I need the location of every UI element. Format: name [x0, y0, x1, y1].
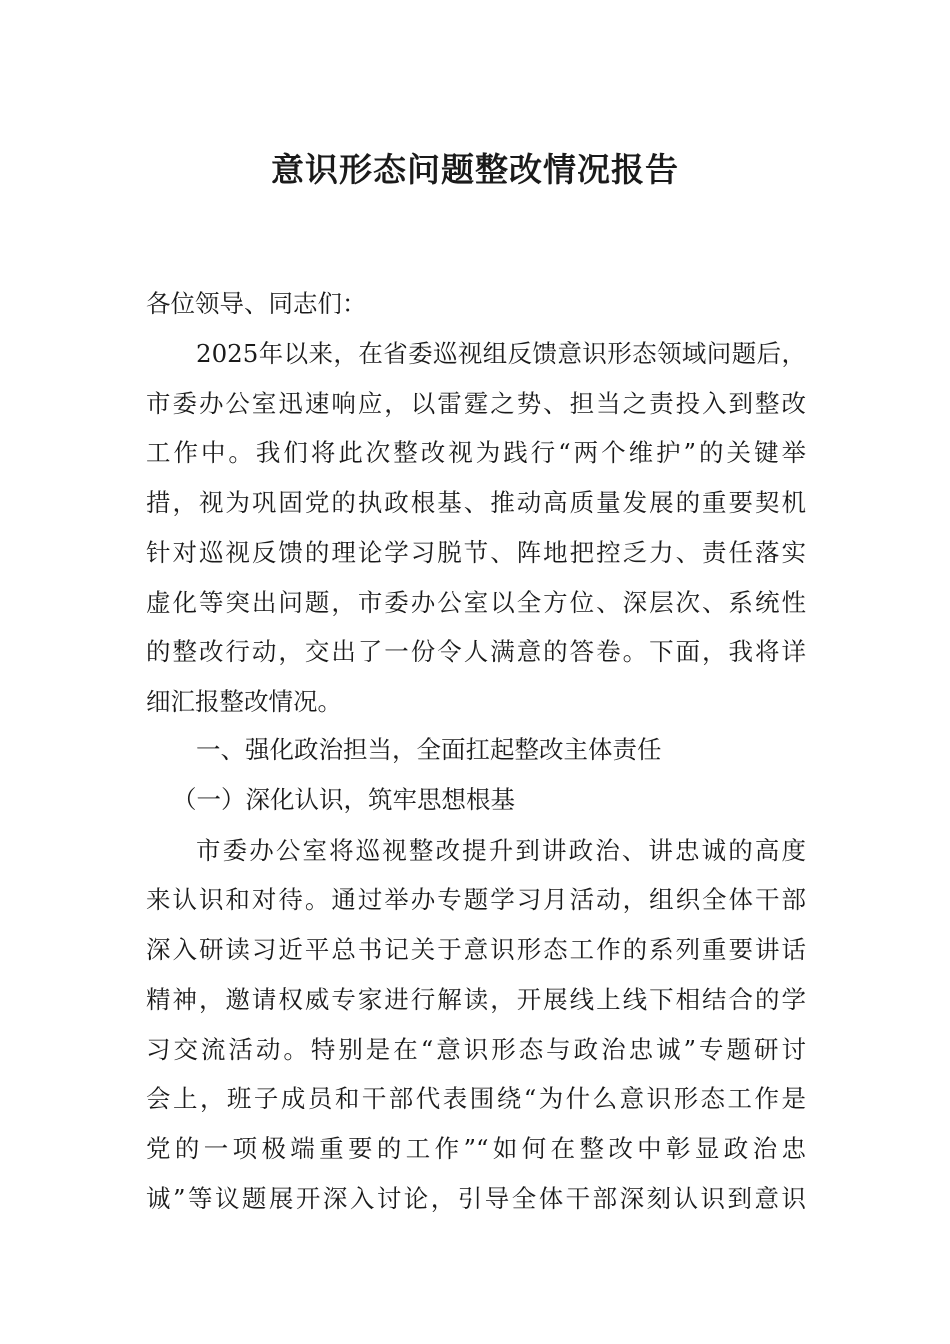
paragraph-2-line: 精神，邀请权威专家进行解读，开展线上线下相结合的学: [146, 985, 806, 1014]
paragraph-1-line: 针对巡视反馈的理论学习脱节、阵地把控乏力、责任落实: [146, 538, 806, 567]
paragraph-2-line: 党的一项极端重要的工作”“如何在整改中彰显政治忠: [146, 1134, 806, 1163]
paragraph-2-line: 会上，班子成员和干部代表围绕“为什么意识形态工作是: [146, 1084, 806, 1113]
paragraph-1-line: 2025年以来，在省委巡视组反馈意识形态领域问题后，: [196, 339, 806, 368]
paragraph-2-line: 诚”等议题展开深入讨论，引导全体干部深刻认识到意识: [146, 1184, 806, 1213]
paragraph-1-line: 细汇报整改情况。: [146, 687, 342, 716]
paragraph-1-line: 虚化等突出问题，市委办公室以全方位、深层次、系统性: [146, 588, 806, 617]
paragraph-2-line: 市委办公室将巡视整改提升到讲政治、讲忠诚的高度: [196, 836, 806, 865]
paragraph-2-line: 深入研读习近平总书记关于意识形态工作的系列重要讲话: [146, 935, 806, 964]
subsection-1-heading: （一）深化认识，筑牢思想根基: [172, 785, 515, 814]
greeting: 各位领导、同志们：: [146, 289, 367, 318]
document-title: 意识形态问题整改情况报告: [271, 150, 679, 189]
paragraph-1-line: 措，视为巩固党的执政根基、推动高质量发展的重要契机: [146, 488, 806, 517]
paragraph-1-line: 工作中。我们将此次整改视为践行“两个维护”的关键举: [146, 438, 806, 467]
section-1-heading: 一、强化政治担当，全面扛起整改主体责任: [196, 735, 662, 764]
paragraph-2-line: 习交流活动。特别是在“意识形态与政治忠诚”专题研讨: [146, 1035, 806, 1064]
paragraph-1-line: 市委办公室迅速响应，以雷霆之势、担当之责投入到整改: [146, 389, 806, 418]
paragraph-2-line: 来认识和对待。通过举办专题学习月活动，组织全体干部: [146, 885, 806, 914]
paragraph-1-line: 的整改行动，交出了一份令人满意的答卷。下面，我将详: [146, 637, 806, 666]
